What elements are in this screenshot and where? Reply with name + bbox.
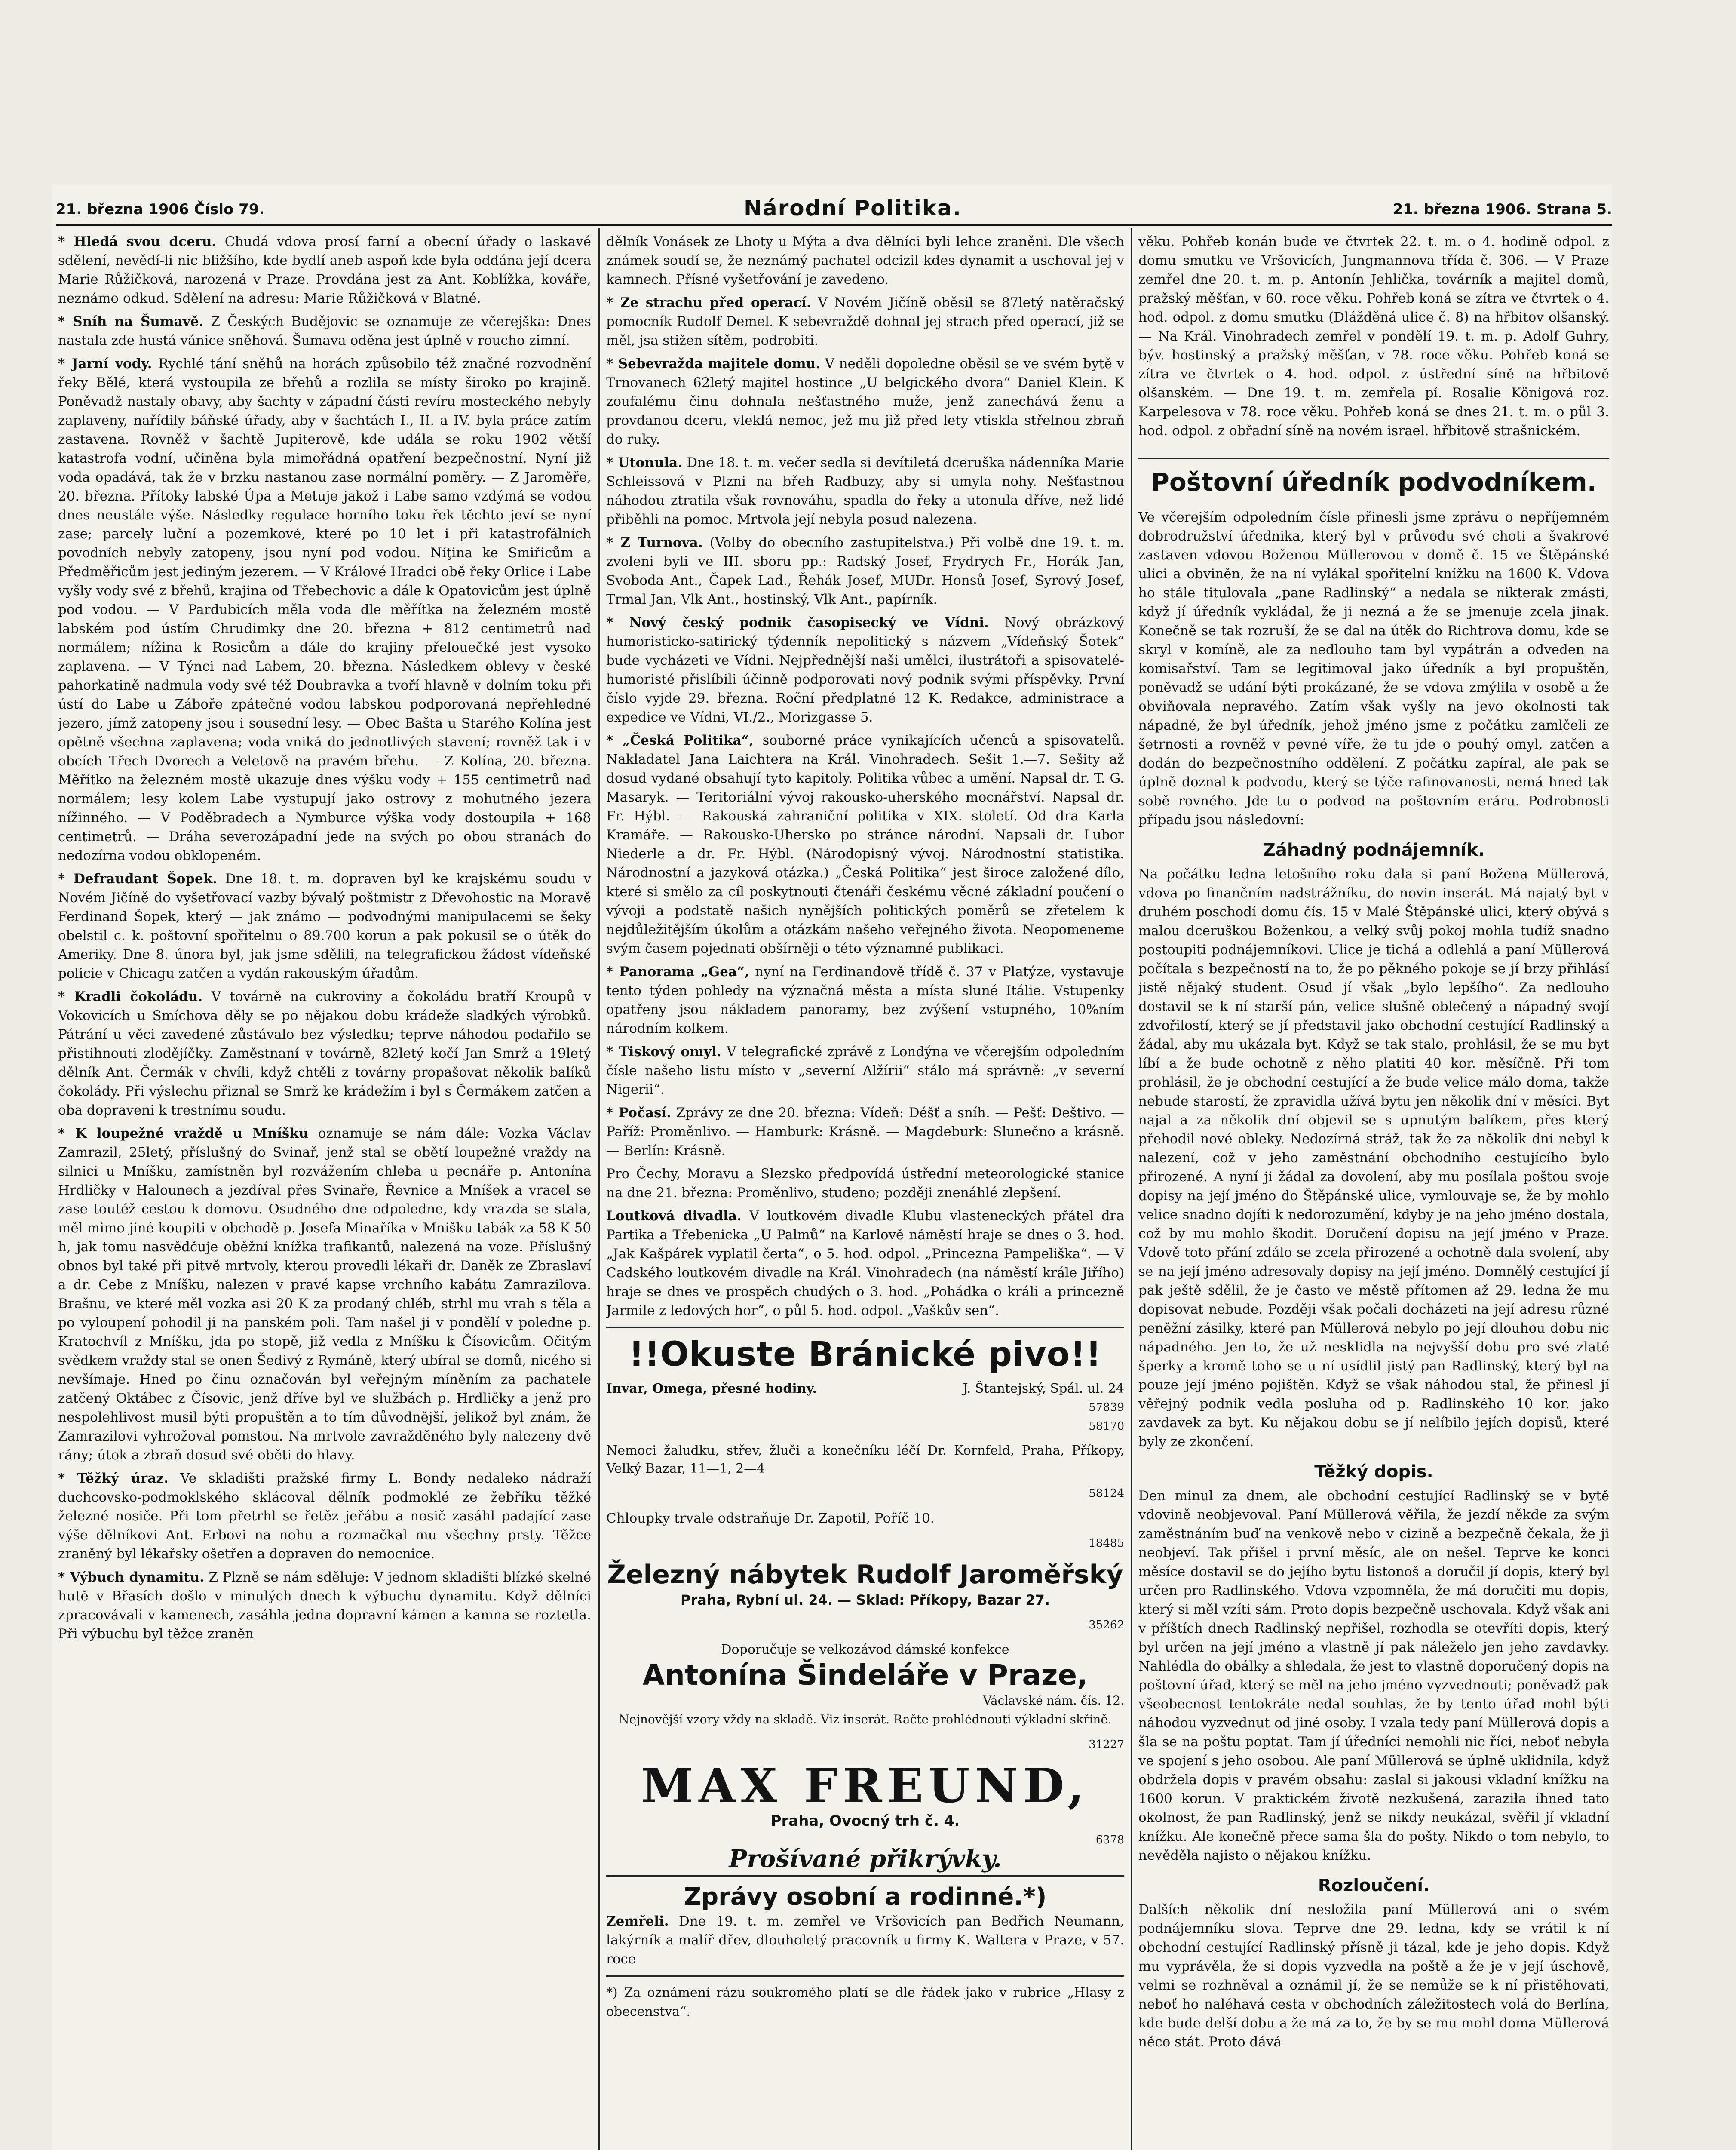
news-item-lead: * Panorama „Gea“, (606, 964, 749, 980)
ad-separator (606, 1327, 1124, 1328)
news-item-lead: * Kradli čokoládu. (58, 989, 203, 1004)
news-item-text: Nový obrázkový humoristicko-satirický týdenník nepolitický s názvem „Vídeňský Šotek“ bude vycházeti ve Vídni. Nejpřednější naši umělci, ilustrátoři a spisovatelé-humoristé přislíbili účinně podporovati nový podnik svými příspěvky. První číslo vyjde 29. března. Roční předplatné 12 K. Redakce, administrace a expedice ve Vídni, VI./2., Morizgasse 5. (606, 615, 1124, 725)
news-item (58, 232, 591, 308)
news-item-lead: * K loupežné vraždě u Mníšku (58, 1126, 309, 1141)
news-item (606, 293, 1124, 350)
news-item-lead: * Defraudant Šopek. (58, 871, 217, 887)
news-item (606, 731, 1124, 958)
personal-news-title: Zprávy osobní a rodinné.*) (684, 1883, 1047, 1911)
news-item-text: V Novém Jičíně oběsil se 87letý natěračský pomocník Rudolf Demel. K sebevraždě dohnal jej strach před operací, již se měl, jsa stižen sítěm, podrobiti. (606, 295, 1124, 348)
page-number: 21. března 1906. Strana 5. (1392, 201, 1612, 218)
news-item-text: (Volby do obecního zastupitelstva.) Při volbě dne 19. t. m. zvoleni byli ve III. sboru pp.: Radský Josef, Frydrych Fr., Horák Jan, Svoboda Ant., Čapek Lad., Řehák Josef, MUDr. Honsů Josef, Syrový Josef, Trmal Jan, Vlk Ant., hostinský, Vlk Ant., papírník. (606, 535, 1124, 607)
column-2-articles (606, 232, 1124, 1320)
news-item (58, 987, 591, 1120)
news-item (58, 1568, 591, 1643)
news-item (58, 1469, 591, 1563)
ad-zapotil: Chloupky trvale odstraňuje Dr. Zapotil, Poříč 10. (606, 1511, 935, 1526)
masthead: Národní Politika. (744, 196, 962, 221)
news-item-text: V továrně na cukroviny a čokoládu bratří Kroupů v Vokovicích u Smíchova děly se po nějakou dobu krádeže sladkých výrobků. Pátrání u věci zavedené zůstávalo bez výsledku; teprve náhodou podařilo se přistihnouti zlodějíčky. Zaměstnaní v továrně, 82letý kočí Jan Smrž a 19letý dělník Ant. Čermák v chvíli, když chtěli z továrny propašovat několik balíků čokolády. Při výslechu přiznal se Smrž ke krádežím i byl s Čermákem zatčen a oba dopraveni k trestnímu soudu. (58, 989, 591, 1118)
news-item-lead: * Tiskový omyl. (606, 1044, 721, 1060)
ad-number: 31227 (1089, 1738, 1124, 1751)
news-item-text: nyní na Ferdinandově třídě č. 37 v Platýze, vystavuje tento týden pohledy na význačná města a místa sluné Itálie. Vstupenky opatřeny jsou nákladem panoramy, bez zvýšení vstupného, 10%ním národním kolkem. (606, 964, 1124, 1036)
news-item (606, 962, 1124, 1038)
news-item-text: Pro Čechy, Moravu a Slezsko předpovídá ústřední meteorologické stanice na dne 21. března: Proměnlivo, studeno; později znenáhlé zlepšení. (606, 1166, 1124, 1201)
ad-branik-beer: !!Okuste Bránické pivo!! (629, 1335, 1102, 1374)
column-3 (1138, 232, 1609, 2150)
ad-max-freund: MAX FREUND, Praha, Ovocný trh č. 4. 6378 Prošívané přikrývky. (641, 1758, 1124, 1873)
news-item-lead: * Výbuch dynamitu. (58, 1570, 205, 1585)
column-2 (606, 232, 1124, 2150)
ad-kornfeld: Nemoci žaludku, střev, žluči a konečníku léčí Dr. Kornfeld, Praha, Příkopy, Velký Bazar, 11—1, 2—4 (606, 1443, 1124, 1476)
news-item-text: Z Českých Budějovic se oznamuje ze včerejška: Dnes nastala zde hustá vánice sněhová. Šumava oděna jest úplně v roucho zimní. (58, 314, 591, 348)
ad-number: 58170 (1089, 1420, 1124, 1433)
news-item-text: V telegrafické zprávě z Londýna ve včerejším odpoledním čísle našeho listu místo v „severní Alžírii“ stálo má správně: „v severní Nigerii“. (606, 1044, 1124, 1097)
news-item-text: souborné práce vynikajících učenců a spisovatelů. Nakladatel Jana Laichtera na Král. Vinohradech. Sešit 1.—7. Sešity až dosud vydané obsahují tyto kapitoly. Politika vůbec a umění. Napsal dr. T. G. Masaryk. — Teritoriální vývoj rakousko-uherského mocnářství. Napsal dr. Fr. Hýbl. — Rakouská zahraniční politika v XIX. století. Od dra Karla Kramáře. — Rakousko-Uhersko po stránce národní. Napsali dr. Lubor Niederle a dr. Fr. Hýbl. (Národopisný vývoj. Národnostní statistika. Národnostní a jazyková otázka.) „Česká Politika“ jest široce založené dílo, které si smělo za cíl poskytnouti čtenáři českému věcné základní poučení o vývoji a podstatě našich nynějších politických poměrů se zřetelem k nejdůležitějším úkolům a otázkám našeho veřejného života. Neopomeneme svým časem pojednati obšírněji o této významné publikaci. (606, 733, 1124, 956)
news-item-lead: * Počasí. (606, 1105, 671, 1121)
article-paragraph: Dalších několik dní nesložila paní Müllerová ani o svém podnájemníku slova. Teprve dne 29. ledna, kdy se vrátil k ní obchodní cestující Radlinský přísně ji tázal, kde je jeho dopis. Když mu vyprávěla, že si dopis vyzvedla na poště a že je v její úschově, velmi se rozhněval a oznámil jí, že se nemůže se k ní přistěhovati, neboť ho naléhavá cesta v obchodních záležitostech volá do Berlína, kde bude delší dobu a že má za to, že by se mu mohl doma Müllerová něco stát. Proto dává (1138, 1902, 1609, 2050)
news-item (606, 354, 1124, 449)
news-item-text: Chudá vdova prosí farní a obecní úřady o laskavé sdělení, nevědí-li nic bližšího, kde bydlí aneb aspoň kde byla oddána její dcera Marie Růžičková, narozená v Praze. Provdána jest za Ant. Koblížka, kováře, neznámo odkud. Sdělení na adresu: Marie Růžičková v Blatné. (58, 234, 591, 306)
news-item (606, 232, 1124, 289)
personal-news-text: Zemřeli. Dne 19. t. m. zemřel ve Vršovicích pan Bedřich Neumann, lakýrník a malíř dřev, dlouholetý pracovník u firmy K. Waltera v Praze, v 57. roce (606, 1914, 1124, 1967)
news-item-lead: Loutková divadla. (606, 1208, 742, 1224)
article-headline: Poštovní úředník podvodníkem. (1138, 458, 1609, 498)
news-item-text: Dne 18. t. m. večer sedla si devítiletá dceruška nádenníka Marie Schleissová v Plzni na břeh Radbuzy, aby si umyla nohy. Nešťastnou náhodou ztratila však rovnováhu, spadla do řeky a utonula dříve, než lidé přiběhli na pomoc. Mrtvola její nebyla posud nalezena. (606, 455, 1124, 527)
news-item (606, 1164, 1124, 1202)
news-item-lead: * Hledá svou dceru. (58, 234, 217, 249)
issue-date: 21. března 1906 Číslo 79. (56, 201, 265, 218)
news-item-lead: * „Česká Politika“, (606, 733, 754, 748)
column-1 (58, 232, 591, 2150)
news-item (606, 533, 1124, 609)
footnote: *) Za oznámení rázu soukromého platí se dle řádek jako v rubrice „Hlasy z obecenstva“. (606, 1985, 1124, 2019)
news-item-text: Ve skladišti pražské firmy L. Bondy nedaleko nádraží duchcovsko-podmoklského sklácoval dělník podmoklé ze žebříku těžké železné nosiče. Při tom přetrhl se řetěz jeřábu a nosič zasáhl padající zase výše dělníkovi Ant. Erbovi na nohu a rozmačkal mu všechny prsty. Těžce zraněný byl lékařsky ošetřen a dopraven do nemocnice. (58, 1471, 591, 1562)
news-item-text: Dne 18. t. m. dopraven byl ke krajskému soudu v Novém Jičíně do vyšetřovací vazby bývalý poštmistr z Dřevohostic na Moravě Ferdinand Šopek, který — jak známo — podvodnými manipulacemi se šeky obelstil c. k. poštovní spořitelnu o 89.700 korun a pak pokusil se o útěk do Ameriky. Dne 8. února byl, jak jsme sdělili, na telegrafickou žádost vídeňské policie v Chicagu zatčen a vydán rakouským úřadům. (58, 871, 591, 981)
ad-sindelar: Doporučuje se velkozávod dámské konfekce Antonína Šindeláře v Praze, Václavské nám. čís. 12. Nejnovější vzory vždy na skladě. Viz inserát. Račte prohlédnouti výkladní skříně. (619, 1642, 1124, 1726)
news-item-text: Rychlé tání sněhů na horách způsobilo též značné rozvodnění řeky Bělé, která vystoupila ze břehů a rozlila se místy široko po krajině. Poněvadž nastaly obavy, aby šachty v západní části revíru mosteckého nebyly zaplaveny, nařídily báňské úřady, aby v šachtách I., II. a IV. byla práce zatím zastavena. Rovněž v šachtě Jupiterově, kde udála se roku 1902 větší katastrofa vodní, učiněna byla mimořádná opatření bezpečnostní. Nyní již voda opadává, tak že v brzku nastanou zase normální poměry. — Z Jaroměře, 20. března. Přítoky labské Úpa a Metuje jakož i Labe samo vzdýmá se vodou dnes neustále výše. Následky regulace horního toku řek těchto jeví se nyní zase; parcely luční a pozemkové, které po 10 let i při katastrofálních povodních nebyly zatopeny, jsou nyní pod vodou. Níţina ke Smiřicům a Předměřicům jest jediným jezerem. — V Králové Hradci obě řeky Orlice i Labe vyšly vody své z břehů, krajina od Třebechovic a dále k Opatovicům jest úplně pod vodou. — V Pardubicích měla voda dle měřítka na železném mostě labském pod ústím Chrudimky dne 20. března + 812 centimetrů nad normálem; nížina k Rosicům a dále do krajiny přelouečké jest vysoko zaplavena. — V Týnci nad Labem, 20. března. Následkem oblevy v české pahorkatině nadmula vody své též Doubravka a tvoří hlavně v dolním toku při ústí do Labe u Záboře zpátečné vodou labskou podporovaná nepřehledné jezero, jímž zatopeny jsou i sousední lesy. — Obec Bašta u Starého Kolína jest opětně všechna zaplavena; voda vniká do jednotlivých stavení; rovněž tak i v obcích Třech Dvorech a Veletově na pravém břehu. — Z Kolína, 20. března. Měřítko na železném mostě ukazuje dnes výšku vody + 155 centimetrů nad normálem; lesy kolem Labe vystupují jako ostrovy z mohutného jezera nížinného. — V Poděbradech a Nymburce výška vody dostoupila + 168 centimetrů. — Dráha severozápadní jede na svých po obou stranách do nedozírna vodou obklopeném. (58, 356, 591, 863)
ad-number: 18485 (1089, 1537, 1124, 1550)
news-item (606, 1103, 1124, 1160)
ad-number: 57839 (1089, 1401, 1124, 1414)
news-item (606, 1042, 1124, 1099)
news-item (606, 1207, 1124, 1320)
news-item (58, 1124, 591, 1465)
news-item-text: Zprávy ze dne 20. března: Vídeň: Déšť a sníh. — Pešť: Deštivo. — Paříž: Proměnlivo. — Hamburk: Krásně. — Magdeburk: Slunečno a krásně. — Berlín: Krásně. (606, 1105, 1124, 1158)
news-item-text: V neděli dopoledne oběsil se ve svém bytě v Trnovanech 62letý majitel hostince „U belgického dvora“ Daniel Klein. K zoufalému činu dohnala nešťastného muže, jenž zanechává ženu a provdanou dceru, vleklá nemoc, jež mu již před lety vtiskla střelnou zbraň do ruky. (606, 356, 1124, 447)
obituaries: věku. Pohřeb konán bude ve čtvrtek 22. t. m. o 4. hodině odpol. z domu smutku ve Vršovicích, Jungmannova třída č. 306. — V Praze zemřel dne 20. t. m. p. Antonín Jehlička, továrník a majitel domů, pražský měšťan, v 60. roce věku. Pohřeb koná se zítra ve čtvrtek o 4. hod. odpol. z domu smutku (Dlážděná ulice č. 8) na hřbitov olšanský. — Na Král. Vinohradech zemřel v pondělí 19. t. m. p. Adolf Guhry, býv. hostinský a pražský měšťan, v 78. roce věku. Pohřeb koná se zítra ve čtvrtek o 4. hod. odpol. z ústřední síně na hřbitově olšanském. — Dne 19. t. m. zemřela pí. Rosalie Königová roz. Karpelesova v 78. roce věku. Pohřeb koná se dnes 21. t. m. o půl 3. hod. odpol. z obřadní síně na novém israel. hřbitově strašnickém. (1138, 234, 1609, 439)
ad-number: 58124 (1089, 1487, 1124, 1500)
news-item (58, 354, 591, 865)
footnote-rule (606, 1975, 1124, 1977)
article-subheading: Záhadný podnájemník. (1263, 840, 1485, 860)
page-header (56, 196, 1612, 226)
column-divider (1131, 228, 1132, 2150)
article-paragraph: Den minul za dnem, ale obchodní cestující Radlinský se v bytě vdovině neobjevoval. Paní Müllerová věřila, že jezdí někde za svým zaměstnáním buď na venkově nebo v cizině a bezpečně čekala, že ji neobjeví. Tak přišel i první měsíc, ale on nešel. Teprve ke konci měsíce dostavil se do jejího bytu listonoš a doručil jí dopis, který byl určen pro Radlinského. Vdova vzpomněla, že má doručiti mu dopis, který si měl vzíti sám. Proto dopis bezpečně uschovala. Když však ani v příštích dnech Radlinský nepřišel, rozhodla se otevříti dopis, který byl určen na její jméno a vlastně jí pak náleželo jen jeho zavdavky. Nahlédla do obálky a shledala, že jest to vlastně doporučený dopis na poštovní úřad, který se měl na jeho jméno vyzvednouti; poněvadž pak všeobecnost tentokráte nedal souhlas, že by tento úřad mohl býti náhodou vyzvednut od jiné osoby. I vzala tedy paní Müllerová dopis a šla se na poštu poptat. Tam jí úředníci nemohli nic říci, neboť nebyla ve spojení s jeho osobou. Ale paní Müllerová se úplně uklidnila, když obdržela dopis v pravém obsahu: zaslal si jakousi vkladní knížku na 1600 korun. V praktickém životě nezkušená, zaraziła ihned tato okolnost, že pan Radlinský, jenž se nikdy neukázal, svěřil jí vkladní knížku. Ale konečně přece sama šla do pošty. Nikdo o tom nebylo, to nevěděla najisto o nějakou knížku. (1138, 1488, 1609, 1863)
news-item-text: oznamuje se nám dále: Vozka Václav Zamrazil, 25letý, příslušný do Svinař, jenž stal se obětí loupežné vraždy na silnici u Mníšku, zamístněn byl rozvážením chleba u pecnáře p. Antonína Hrdličky v Halounech a jezdíval přes Svinaře, Řevnice a Mníšek a vracel se zase toutéž cestou k domovu. Osudného dne odpoledne, kdy vrazda se stala, měl mimo jiné koupiti v obchodě p. Josefa Minaříka v Mníšku tabák za 58 K 50 h, jak tomu nasvědčuje oběžní knížka trafikantů, nalezená na voze. Příslušný obnos byl také při pitvě mrtvoly, kterou provedli lékaři dr. Daněk ze Zbraslaví a dr. Cebe z Mníšku, nalezen v pravé kapse vrchního kabátu Zamrazilova. Brašnu, ve které měl vozka asi 20 K za prodaný chléb, strhl mu vrah s těla a po vyloupení pohodil ji na panském poli. Tam našel ji v pondělí v poledne p. Kratochvíl z Mníšku, jda po stopě, již vedla z Mníšku k Čísovicům. Očitým svědkem vraždy stal se onen Šedivý z Rymáně, který ubíral se domů, nicého si nevšímaje. Hned po činu označován byl veřejným míněním za pachatele zatčený Oktábec z Čísovic, jenž dříve byl ve službách p. Hrdličky a jenž pro nespolehlivost musil býti propuštěn a to tím důvodnější, jelikož byl znám, že Zamrazilovi vyhrožoval pomstou. Na mrtvole zavražděného byly nalezeny dvě rány; útok a zbraň dosud své oběti do hlavy. (58, 1126, 591, 1463)
news-item-lead: * Utonula. (606, 455, 683, 470)
column-divider (598, 228, 600, 2150)
news-item-lead: * Sebevražda majitele domu. (606, 356, 821, 372)
news-item-lead: * Těžký úraz. (58, 1471, 169, 1486)
news-item-lead: * Z Turnova. (606, 535, 703, 550)
article-subheading: Těžký dopis. (1314, 1462, 1433, 1482)
news-item (606, 453, 1124, 529)
ad-furniture: Železný nábytek Rudolf Jaroměřský Praha, Rybní ul. 24. — Sklad: Příkopy, Bazar 27. (607, 1560, 1123, 1608)
news-item (606, 613, 1124, 727)
news-item-lead: * Jarní vody. (58, 356, 152, 372)
news-item-lead: * Ze strachu před operací. (606, 295, 811, 310)
news-item (58, 312, 591, 350)
news-item-lead: * Sníh na Šumavě. (58, 314, 204, 329)
article-paragraph: Na počátku ledna letošního roku dala si paní Božena Müllerová, vdova po finančním nadstrážníku, do novin inserát. Má najatý byt v druhém poschodí domu čís. 15 v Malé Štěpánské ulici, který obývá s malou dceruškou Boženkou, a velký svůj pokoj mohla tudíž snadno postoupiti podnájemníkovi. Ulice je tichá a odlehlá a paní Müllerová počítala s bezpečností na to, že po pěkného pokoje se jí brzy přihlásí jistě nějaký student. Osud jí však „bylo lepšího“. Za nedlouho dostavil se k ní starší pán, velice slušně oblečený a nápadný svojí zdvořilostí, který se jí představil jako obchodní cestující Radlinský a žádal, aby mu ukázala byt. Když se tak stalo, prohlásil, že se mu byt líbí a že bude ochotně z něho platiti 40 kor. měsíčně. Při tom prohlásil, že je obchodní cestující a že bude velice málo doma, takže nebude starostí, že zpravidla užívá bytu jen několik dní v měsíci. Byt najal a za několik dní objevil se s upnutým balíkem, přes který přehodil nové obleky. Nedozírná stráž, tak že za několik dní nebyl k nalezení, což v jeho zaměstnání obchodního cestujícího bylo přirozené. A nyní ji žádal za dovolení, aby mu posílala poštou svoje dopisy na její jméno do Štěpánské ulice, vymlouvaje se, že by mohlo velice snadno dojíti k nedorozumění, kdyby je na jeho jméno dostala, což by mu mohlo škodit. Doručení dopisu na její jméno v Praze. Vdově toto přání zdálo se zcela přirozené a ochotně dala svolení, aby se na její jméno adresovaly dopisy na její jméno. Domnělý cestující jí pak ještě sdělil, že je často ve městě přítomen až 29. ledna že mu dopisovat nebude. Později však počali docházeti na její adresu různé peněžní zásilky, které pan Müllerová nebylo po její dlouhou dobu nic nápadného. Jen to, že už nesklidla na nejvyšší dobu pro své zlaté šperky a kromě toho se u ní usídlil jistý pan Radlinský, který byl na pouze její jméno pojištěn. Když se však náhodou stal, že přinesl jí věřejný podnik vedla posluha od p. Radlinského 10 kor. jako zavdavek za byt. Ku nějakou dobu se jí nelíbilo jejích dopisů, které byly ze zkončení. (1138, 866, 1609, 1450)
news-item-text: V loutkovém divadle Klubu vlasteneckých přátel dra Partika a Třebenicka „U Palmů“ na Karlově náměstí hraje se dnes o 3. hod. „Jak Kašpárek vyplatil čerta“, o 5. hod. odpol. „Princezna Pampeliška“. — V Cadského loutkovém divadle na Král. Vinohradech (na náměstí krále Jiřího) hraje se dnes ve prospěch chudých o 3. hod. „Pohádka o králi a princezně Jarmile z ledových hor“, o půl 5. hod. odpol. „Vaškův sen“. (606, 1208, 1124, 1318)
news-item-text: Z Plzně se nám sděluje: V jednom skladišti blízké skelné hutě v Břasích došlo v minulých dnech k výbuchu dynamitu. Když dělníci zpracovávali v kamenech, zasáhla jedna dopravní kámen a kamna se roztetla. Při výbuchu byl těžce zraněn (58, 1570, 591, 1642)
article-paragraph: Ve včerejším odpoledním čísle přinesli jsme zprávu o nepříjemném dobrodružství úřednika, který byl v průvodu své choti a švakrové zastaven vdovou Boženou Müllerovou v domě č. 15 ve Štěpánské ulici a obviněn, že na ní vylákal spořitelní knížku na 1600 K. Vdova ho stále titulovala „pane Radlinský“ a nedala se nikterak zmásti, když jí úředník vykládal, že ji nezná a že se jmenuje zcela jinak. Konečně se tak rozruší, že se dal na útěk do Richtrova domu, kde se skryl v komíně, ale za nedlouho tam byl vypátrán a odveden na komisařství. Tam se legitimoval jako úředník a byl propuštěn, poněvadž se udání býti prokázané, že se vdova zmýlila v osobě a že obviňovala nepravého. Zatím však vyšly na jevo okolnosti tak nápadné, že byl úředník, jehož jméno jsme z počátku zamlčeli ze šetrnosti a rovněž v pevné víře, že tu jde o pouhý omyl, zatčen a dodán do bezpečnostního oddělení. Z počátku zapíral, ale pak se úplně doznal k podvodu, který se týče rafinovanosti, nemá hned tak sobě rovného. Jde tu o podvod na poštovním eráru. Podrobnosti případu jsou následovní: (1138, 510, 1609, 828)
news-item (58, 869, 591, 983)
header-rule (56, 224, 1612, 226)
article-subheading: Rozloučení. (1318, 1876, 1430, 1895)
news-item-text: dělník Vonásek ze Lhoty u Mýta a dva dělníci byli lehce zraněni. Dle všech známek soudí se, že neznámý pachatel odcizil kdes dynamit a uschoval jej v kamnech. Přísné vyšetřování je zavedeno. (606, 234, 1124, 287)
news-item-lead: * Nový český podnik časopisecký ve Vídni. (606, 615, 989, 630)
ad-separator (606, 1875, 1124, 1877)
ad-number: 35262 (1089, 1619, 1124, 1631)
ad-watches: Invar, Omega, přesné hodiny. J. Štantejský, Spál. ul. 24 (606, 1381, 1124, 1396)
